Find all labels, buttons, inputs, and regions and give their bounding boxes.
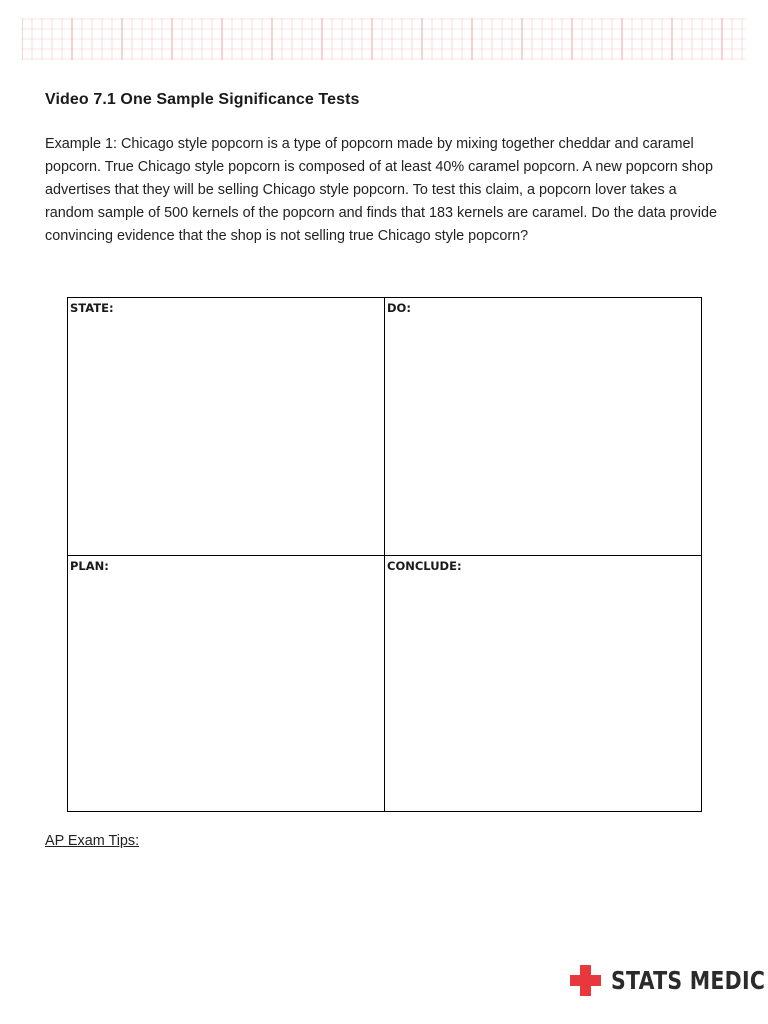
four-step-grid <box>67 297 702 812</box>
state-label: STATE: <box>70 301 114 315</box>
conclude-box <box>384 555 701 811</box>
example-prompt: Example 1: Chicago style popcorn is a type of popcorn made by mixing together cheddar and caramel popcorn. True Chicago style popcorn is composed of at least 40% caramel popcorn. A new popcorn shop advertises that they will be selling Chicago style popcorn. To test this claim, a popcorn lover takes a random sample of 500 kernels of the popcorn and finds that 183 kernels are caramel. Do the data provide convincing evidence that the shop is not selling true Chicago style popcorn? <box>45 136 717 244</box>
red-cross-icon <box>570 965 601 996</box>
ap-exam-tips-heading: AP Exam Tips: <box>45 833 140 849</box>
do-box <box>384 298 701 555</box>
page-title: Video 7.1 One Sample Significance Tests <box>45 91 360 108</box>
state-box <box>68 298 384 555</box>
header-grid-decoration <box>22 18 746 60</box>
plan-box <box>68 555 384 811</box>
conclude-label: CONCLUDE: <box>387 559 462 573</box>
brand-logo <box>570 965 768 996</box>
brand-name: STATS MEDIC <box>611 966 766 995</box>
do-label: DO: <box>387 301 411 315</box>
plan-label: PLAN: <box>70 559 109 573</box>
